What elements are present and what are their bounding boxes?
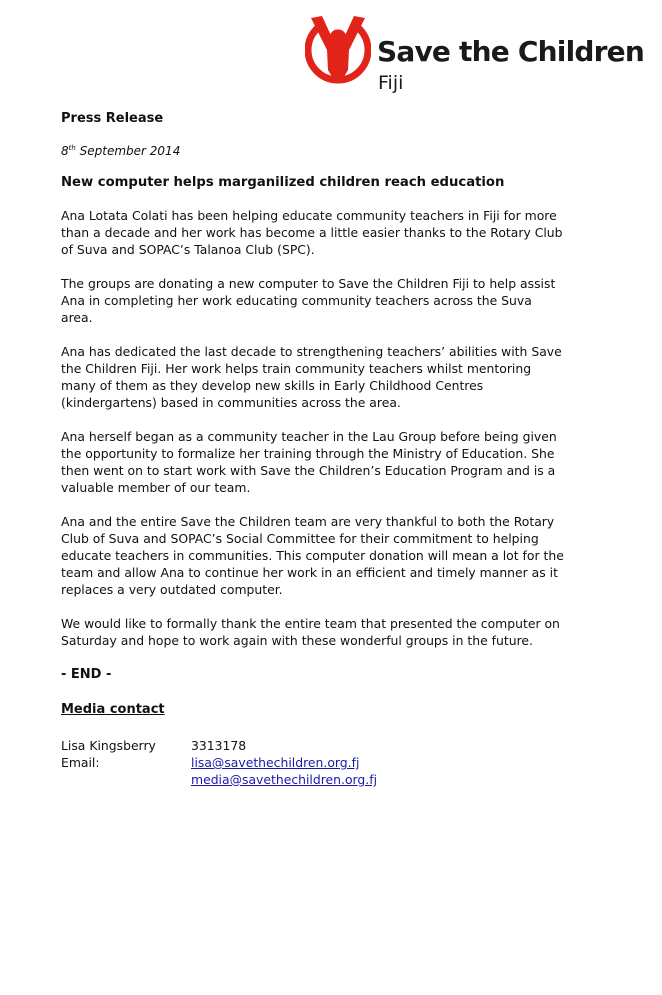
body-paragraph: Ana and the entire Save the Children team are very thankful to both the Rotary Club of Suva and SOPAC’s Social Committee for their commitment to helping educate teachers in communities. This computer donation will mean a lot for the team and allow Ana to continue her work in an efficient and timely manner as it replaces a very outdated computer. — [61, 514, 564, 597]
email-label: Email: — [61, 755, 100, 770]
contact-row-email — [61, 754, 566, 771]
body-paragraph: Ana herself began as a community teacher in the Lau Group before being given the opportunity to formalize her training through the Ministry of Education. She then went on to start work with Save the Children’s Education Program and is a valuable member of our team. — [61, 429, 557, 495]
date-day: 8 — [61, 144, 69, 158]
logo-wordmark: Save the Children — [377, 35, 644, 68]
contact-row-name — [61, 737, 566, 754]
date-month-year: September 2014 — [75, 144, 181, 158]
press-release-label: Press Release — [61, 111, 164, 126]
body-paragraph: Ana has dedicated the last decade to strengthening teachers’ abilities with Save the Children Fiji. Her work helps train community teachers whilst mentoring many of them as they develop new skills in Early Childhood Centres (kindergartens) based in communities across the area. — [61, 344, 562, 410]
headline: New computer helps marganilized children reach education — [61, 175, 505, 190]
logo-country: Fiji — [378, 72, 404, 94]
date-suffix: th — [68, 144, 76, 152]
release-date — [61, 143, 566, 160]
contact-phone: 3313178 — [191, 738, 247, 753]
email-link-lisa[interactable]: lisa@savethechildren.org.fj — [191, 755, 360, 770]
contact-name: Lisa Kingsberry — [61, 738, 156, 753]
contact-block — [61, 737, 566, 788]
email-link-media[interactable]: media@savethechildren.org.fj — [191, 772, 378, 787]
child-figure-logo-icon — [305, 12, 371, 88]
end-marker: - END - — [61, 667, 112, 682]
contact-row-email-2 — [61, 771, 566, 788]
body-paragraph: We would like to formally thank the entire team that presented the computer on Saturday and hope to work again with these wonderful groups in the future. — [61, 616, 560, 648]
body-paragraph: Ana Lotata Colati has been helping educate community teachers in Fiji for more than a decade and her work has become a little easier thanks to the Rotary Club of Suva and SOPAC’s Talanoa Club (SPC). — [61, 208, 563, 257]
media-contact-heading: Media contact — [61, 702, 165, 717]
save-the-children-logo — [305, 8, 655, 100]
body-paragraph: The groups are donating a new computer to Save the Children Fiji to help assist Ana in completing her work educating community teachers across the Suva area. — [61, 276, 556, 325]
press-release-document — [61, 110, 566, 788]
